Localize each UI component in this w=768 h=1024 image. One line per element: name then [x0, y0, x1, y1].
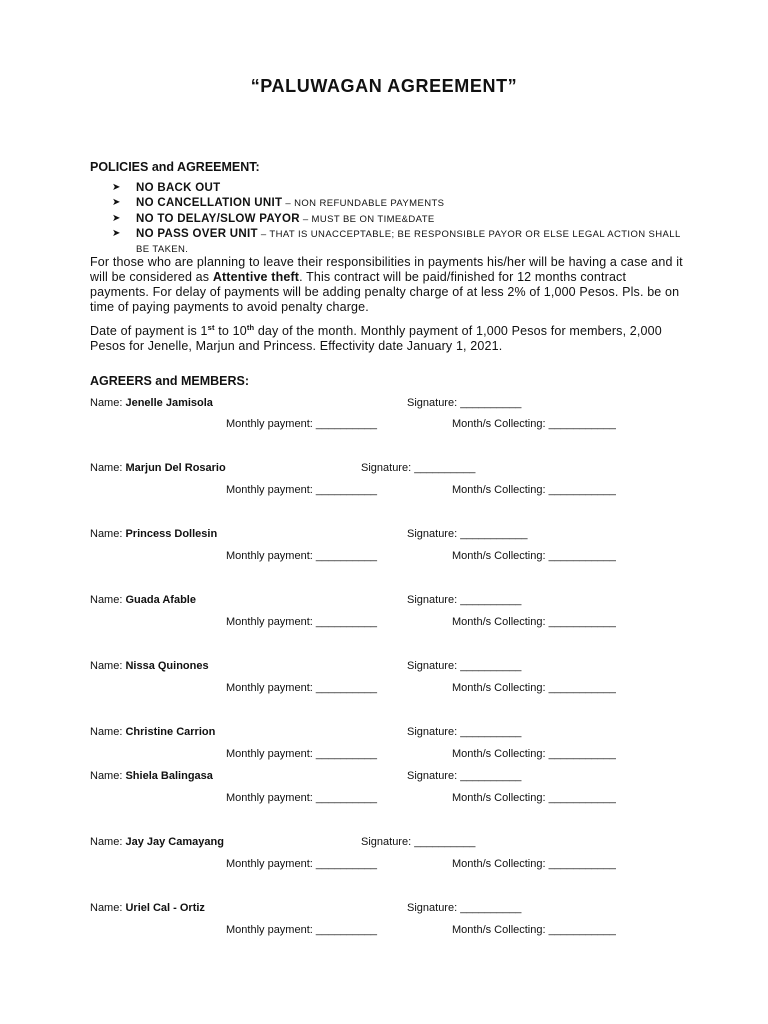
signature-line: [407, 397, 521, 409]
signature-line: [407, 726, 521, 738]
months-collecting-blank: ___________: [548, 792, 616, 804]
months-collecting-label: Month/s Collecting:: [452, 682, 549, 694]
policy-detail: – MUST BE ON TIME&DATE: [299, 213, 435, 225]
months-collecting-label: Month/s Collecting:: [452, 748, 549, 760]
monthly-payment-line: [226, 682, 377, 694]
signature-line: [407, 528, 528, 540]
signature-label: Signature:: [361, 836, 415, 848]
months-collecting-label: Month/s Collecting:: [452, 858, 549, 870]
signature-label: Signature:: [407, 594, 461, 606]
name-label: Name:: [90, 726, 126, 738]
name-label: Name:: [90, 462, 126, 474]
policies-heading: POLICIES and AGREEMENT:: [90, 160, 260, 174]
months-collecting-blank: ___________: [548, 484, 616, 496]
signature-label: Signature:: [407, 528, 461, 540]
months-collecting-blank: ___________: [548, 748, 616, 760]
policy-item: [112, 181, 692, 196]
member-name: Jenelle Jamisola: [125, 397, 213, 409]
monthly-payment-blank: __________: [315, 682, 378, 694]
member-name-line: [90, 770, 213, 782]
monthly-payment-label: Monthly payment:: [226, 616, 316, 628]
monthly-payment-line: [226, 550, 377, 562]
monthly-payment-label: Monthly payment:: [226, 858, 316, 870]
member-name: Princess Dollesin: [125, 528, 218, 540]
monthly-payment-label: Monthly payment:: [226, 924, 316, 936]
monthly-payment-blank: __________: [315, 792, 378, 804]
months-collecting-label: Month/s Collecting:: [452, 484, 549, 496]
months-collecting-line: [452, 748, 616, 760]
arrow-bullet-icon: ➤: [112, 227, 121, 239]
member-name-line: [90, 660, 209, 672]
months-collecting-label: Month/s Collecting:: [452, 418, 549, 430]
member-name: Guada Afable: [125, 594, 196, 606]
name-label: Name:: [90, 836, 126, 848]
arrow-bullet-icon: ➤: [112, 197, 121, 209]
signature-label: Signature:: [407, 397, 461, 409]
policy-title: NO CANCELLATION UNIT: [136, 197, 283, 210]
months-collecting-line: [452, 616, 616, 628]
monthly-payment-blank: __________: [315, 550, 378, 562]
signature-label: Signature:: [361, 462, 415, 474]
member-name-line: [90, 528, 217, 540]
document-title: “PALUWAGAN AGREEMENT”: [250, 76, 518, 96]
penalty-paragraph: [90, 255, 685, 315]
policy-title: NO TO DELAY/SLOW PAYOR: [136, 212, 300, 225]
signature-blank: __________: [460, 902, 522, 914]
signature-blank: __________: [460, 726, 522, 738]
member-name-line: [90, 462, 226, 474]
policy-list: [112, 181, 692, 257]
signature-blank: __________: [414, 462, 476, 474]
months-collecting-blank: ___________: [548, 924, 616, 936]
ordinal-suffix: st: [207, 323, 215, 332]
monthly-payment-line: [226, 858, 377, 870]
arrow-bullet-icon: ➤: [112, 182, 121, 193]
paragraph-text: Date of payment is 1: [90, 324, 208, 339]
months-collecting-line: [452, 418, 616, 430]
monthly-payment-blank: __________: [315, 924, 378, 936]
ordinal-suffix: th: [246, 323, 255, 332]
signature-blank: __________: [460, 660, 522, 672]
monthly-payment-line: [226, 924, 377, 936]
policy-title: NO PASS OVER UNIT: [136, 227, 258, 240]
name-label: Name:: [90, 660, 126, 672]
name-label: Name:: [90, 528, 126, 540]
policy-detail: – NON REFUNDABLE PAYMENTS: [282, 198, 445, 210]
paragraph-text: to 10: [214, 324, 247, 339]
signature-line: [407, 902, 521, 914]
months-collecting-blank: ___________: [548, 682, 616, 694]
months-collecting-line: [452, 924, 616, 936]
monthly-payment-label: Monthly payment:: [226, 418, 316, 430]
policy-item: [112, 196, 692, 211]
member-name: Shiela Balingasa: [125, 770, 213, 782]
paragraph-emphasis: Attentive theft: [212, 270, 300, 284]
arrow-bullet-icon: ➤: [112, 212, 121, 224]
monthly-payment-label: Monthly payment:: [226, 484, 316, 496]
monthly-payment-line: [226, 418, 377, 430]
member-name: Christine Carrion: [125, 726, 216, 738]
months-collecting-line: [452, 484, 616, 496]
name-label: Name:: [90, 902, 126, 914]
signature-label: Signature:: [407, 902, 461, 914]
policy-item: [112, 227, 692, 258]
signature-line: [361, 836, 475, 848]
policy-title: NO BACK OUT: [136, 182, 221, 194]
signature-blank: __________: [414, 836, 476, 848]
signature-line: [407, 770, 521, 782]
months-collecting-blank: ___________: [548, 418, 616, 430]
member-name: Nissa Quinones: [125, 660, 209, 672]
signature-label: Signature:: [407, 660, 461, 672]
months-collecting-label: Month/s Collecting:: [452, 792, 549, 804]
member-name-line: [90, 726, 215, 738]
monthly-payment-label: Monthly payment:: [226, 550, 316, 562]
signature-line: [407, 660, 521, 672]
monthly-payment-blank: __________: [315, 616, 378, 628]
months-collecting-blank: ___________: [548, 616, 616, 628]
monthly-payment-line: [226, 484, 377, 496]
member-name-line: [90, 836, 224, 848]
name-label: Name:: [90, 397, 126, 409]
member-name: Uriel Cal - Ortiz: [125, 902, 205, 914]
months-collecting-line: [452, 550, 616, 562]
months-collecting-line: [452, 792, 616, 804]
paragraph-text: day of the month. Monthly payment of 1,000 Pesos for members, 2,000 Pesos for Jenelle, Marjun and Princess. Effectivity date January 1, 2021.: [90, 324, 662, 354]
months-collecting-blank: ___________: [548, 858, 616, 870]
signature-blank: __________: [460, 770, 522, 782]
monthly-payment-label: Monthly payment:: [226, 682, 316, 694]
monthly-payment-line: [226, 748, 377, 760]
signature-blank: ___________: [460, 528, 528, 540]
policy-detail: – THAT IS UNACCEPTABLE; BE RESPONSIBLE PAYOR OR ELSE LEGAL ACTION SHALL BE TAKEN.: [136, 228, 681, 256]
name-label: Name:: [90, 594, 126, 606]
policy-item: [112, 212, 692, 227]
monthly-payment-line: [226, 792, 377, 804]
months-collecting-line: [452, 858, 616, 870]
monthly-payment-label: Monthly payment:: [226, 792, 316, 804]
monthly-payment-label: Monthly payment:: [226, 748, 316, 760]
months-collecting-label: Month/s Collecting:: [452, 616, 549, 628]
months-collecting-label: Month/s Collecting:: [452, 924, 549, 936]
months-collecting-line: [452, 682, 616, 694]
monthly-payment-blank: __________: [315, 858, 378, 870]
paragraph-text: . This contract will be paid/finished for 12 months contract payments. For delay of payments will be adding penalty charge of at less 2% of 1,000 Pesos. Pls. be on time of paying payments to avoid penalty charge.: [90, 270, 680, 314]
member-name: Jay Jay Camayang: [125, 836, 224, 848]
member-name-line: [90, 902, 205, 914]
monthly-payment-blank: __________: [315, 418, 378, 430]
payment-date-paragraph: [90, 320, 685, 354]
signature-blank: __________: [460, 397, 522, 409]
monthly-payment-blank: __________: [315, 748, 378, 760]
signature-blank: __________: [460, 594, 522, 606]
months-collecting-blank: ___________: [548, 550, 616, 562]
signature-line: [407, 594, 521, 606]
name-label: Name:: [90, 770, 126, 782]
member-name: Marjun Del Rosario: [125, 462, 226, 474]
signature-line: [361, 462, 475, 474]
agreers-heading: AGREERS and MEMBERS:: [90, 374, 250, 388]
monthly-payment-line: [226, 616, 377, 628]
member-name-line: [90, 397, 213, 409]
paragraph-text: For those who are planning to leave their responsibilities in payments his/her will be having a case and it will be considered as: [90, 255, 683, 284]
member-name-line: [90, 594, 196, 606]
months-collecting-label: Month/s Collecting:: [452, 550, 549, 562]
signature-label: Signature:: [407, 770, 461, 782]
monthly-payment-blank: __________: [315, 484, 378, 496]
signature-label: Signature:: [407, 726, 461, 738]
